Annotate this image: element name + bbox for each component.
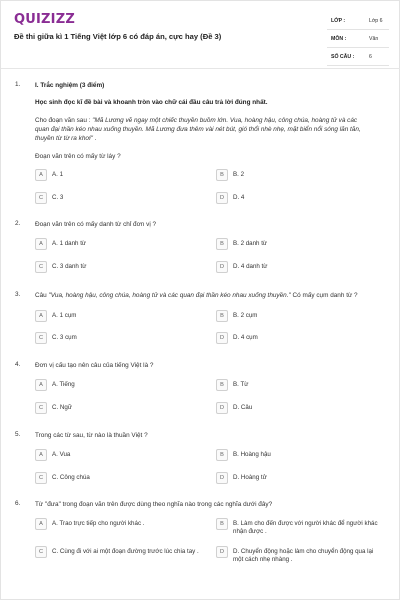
meta-value: Lớp 6 [369,18,383,24]
option-text: D. Câu [233,404,253,411]
option-letter: C [35,546,47,558]
passage-line: quan đại thần kéo nhau xuống thuyền. Mã Lương đưa thêm vài nét bút, gió thổi nhè nhẹ, mặt biển nổi sóng lăn tăn, [35,126,361,133]
option-text: B. Từ [233,381,249,388]
option-text: B. Hoàng hậu [233,451,271,458]
question-text: Đoạn văn trên có mấy từ láy ? [35,153,121,160]
option-text: D. Hoàng tử [233,474,267,481]
option-letter: A [35,310,47,322]
option-text: C. Công chúa [52,474,90,481]
option-letter: B [216,518,228,530]
worksheet-meta [327,12,389,66]
option-text: A. Tiếng [52,381,75,388]
option-text: B. Làm cho đến được với người khác để người khác nhận được . [233,520,378,535]
question-number: 4. [15,361,21,368]
option-text: D. 4 danh từ [233,263,268,270]
option-letter: B [216,379,228,391]
option-text: C. 3 danh từ [52,263,87,270]
passage-intro: Cho đoạn văn sau : [35,117,93,124]
option-text: C. 3 [52,194,64,201]
option-letter: A [35,449,47,461]
meta-label: LỚP : [331,18,346,24]
question-prefix: Câu [35,292,49,299]
meta-row-class [327,12,389,30]
instruction-text: Học sinh đọc kĩ đề bài và khoanh tròn vào chữ cái đầu câu trả lời đúng nhất. [35,99,268,106]
meta-value: Văn [369,36,379,42]
option-letter: C [35,332,47,344]
option-letter: A [35,169,47,181]
question-number: 5. [15,431,21,438]
question-number: 6. [15,500,21,507]
option-letter: D [216,261,228,273]
option-text: C. 3 cụm [52,334,77,341]
question-text: Đoạn văn trên có mấy danh từ chỉ đơn vị ? [35,221,157,228]
question-text: Đơn vị cấu tạo nên câu của tiếng Việt là ? [35,362,154,369]
question-text: Trong các từ sau, từ nào là thuần Việt ? [35,432,148,439]
option-text: B. 2 [233,171,245,178]
section-heading: I. Trắc nghiệm (3 điểm) [35,82,105,89]
question-text: Từ "đưa" trong đoạn văn trên được dùng theo nghĩa nào trong các nghĩa dưới đây? [35,501,273,508]
option-letter: A [35,238,47,250]
meta-label: SỐ CÂU : [331,54,355,60]
option-text: D. 4 cụm [233,334,258,341]
option-text: A. Trao trực tiếp cho người khác . [52,520,145,527]
passage-line: "Mã Lương vẽ ngay một chiếc thuyền buồm lớn. Vua, hoàng hậu, công chúa, hoàng tử và các [92,117,358,124]
option-letter: D [216,332,228,344]
question-number: 3. [15,291,21,298]
option-letter: A [35,518,47,530]
meta-row-count [327,48,389,66]
option-letter: B [216,238,228,250]
option-text: A. Vua [52,451,71,458]
option-letter: B [216,449,228,461]
question-text [35,291,381,300]
question-quote: "Vua, hoàng hậu, công chúa, hoàng tử và các quan đại thần kéo nhau xuống thuyền." [48,292,291,299]
worksheet-title: Đề thi giữa kì 1 Tiếng Việt lớp 6 có đáp án, cực hay (Đề 3) [14,32,222,41]
meta-value: 6 [369,54,372,60]
option-text: B. 2 cụm [233,312,258,319]
option-text: B. 2 danh từ [233,240,268,247]
option-text: A. 1 cụm [52,312,77,319]
option-letter: D [216,472,228,484]
option-text: A. 1 danh từ [52,240,87,247]
option-letter: C [35,402,47,414]
option-text: C. Ngữ [52,404,72,411]
option-text: D. Chuyển động hoặc làm cho chuyển động qua lại một cách nhẹ nhàng . [233,548,374,563]
option-letter: D [216,192,228,204]
option-text: C. Cùng đi với ai một đoạn đường trước lúc chia tay . [52,548,199,555]
passage-line: thuyền từ từ ra khơi" . [35,135,97,142]
option-letter: C [35,472,47,484]
option-letter: D [216,402,228,414]
question-suffix: Có mấy cụm danh từ ? [290,292,358,299]
option-letter: C [35,192,47,204]
option-letter: B [216,169,228,181]
quizizz-logo: QUIZIZZ [14,12,75,27]
option-letter: D [216,546,228,558]
option-text: A. 1 [52,171,64,178]
meta-row-subject [327,30,389,48]
question-number: 1. [15,81,21,88]
option-text: D. 4 [233,194,245,201]
meta-label: MÔN : [331,36,347,42]
option-letter: A [35,379,47,391]
worksheet-header [1,1,400,69]
option-letter: B [216,310,228,322]
question-number: 2. [15,220,21,227]
passage-text [35,116,381,125]
option-letter: C [35,261,47,273]
